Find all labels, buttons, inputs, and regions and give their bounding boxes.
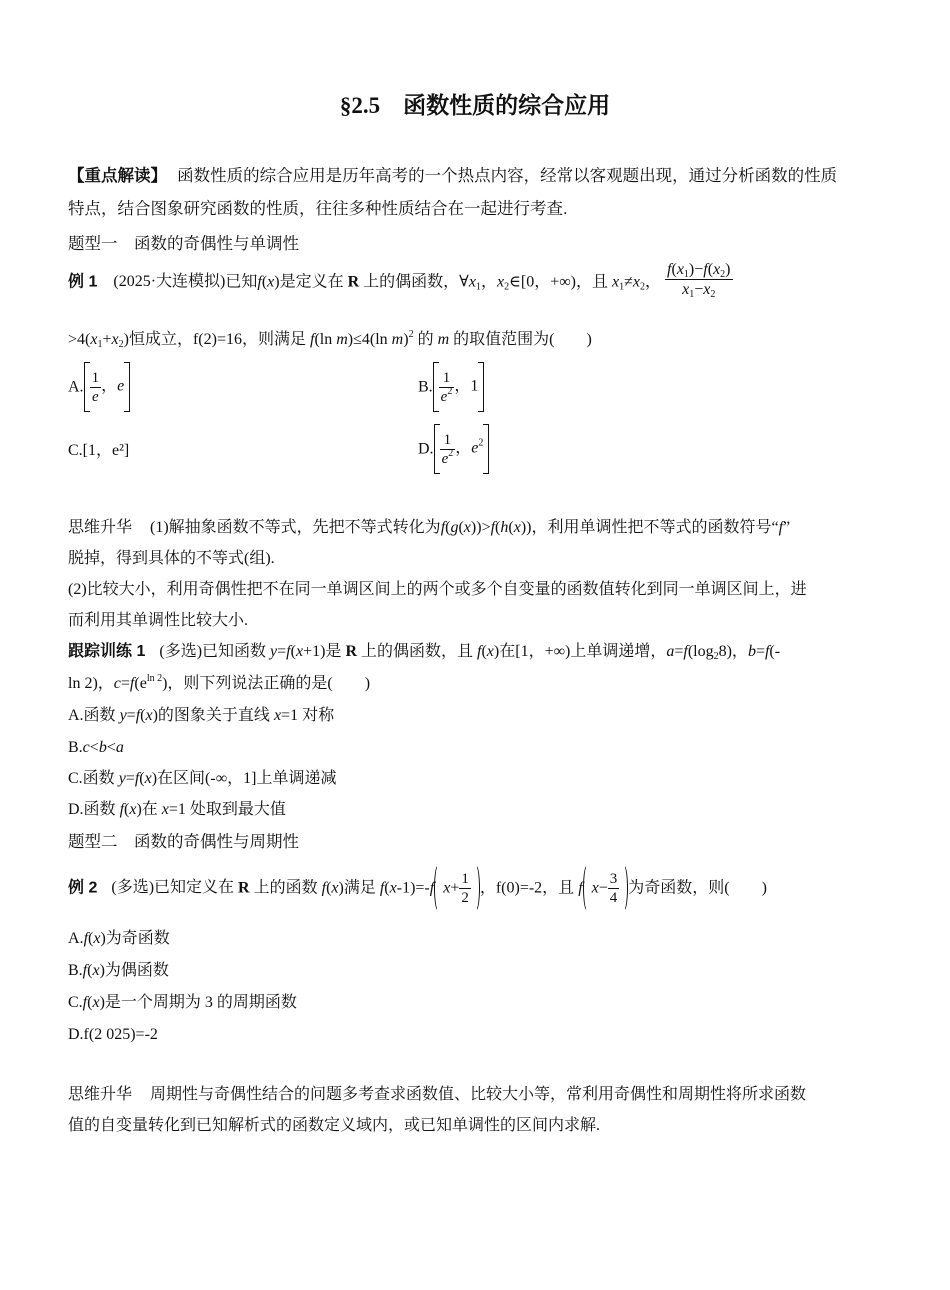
thinking2-line1: 思维升华 周期性与奇偶性结合的问题多考查求函数值、比较大小等，常利用奇偶性和周期性将所求函数 [68, 1086, 807, 1103]
thinking2-line2: 值的自变量转化到已知解析式的函数定义域内，或已知单调性的区间内求解. [68, 1117, 601, 1134]
practice1-line2: ln 2)，$c=f(e^{ln 2})$，则下列说法正确的是( ) [68, 673, 371, 692]
example2-option-a[interactable]: A.f(x)为奇函数 [68, 930, 170, 947]
practice1-option-c[interactable]: C.函数 y=f(x)在区间(-∞，1]上单调递减 [68, 770, 337, 787]
intro-line-2: 特点，结合图象研究函数的性质，往往多种性质结合在一起进行考查. [68, 200, 568, 218]
intro-label: 【重点解读】 [68, 167, 167, 185]
thinking1-line4: 而利用其单调性比较大小. [68, 612, 249, 629]
example1-option-c[interactable]: C.[1，e²] [68, 442, 130, 459]
thinking1-label: 思维升华 [68, 519, 133, 536]
example1-label: 例 1 [68, 273, 98, 291]
example2-option-d[interactable]: D.f(2 025)=-2 [68, 1026, 158, 1043]
intro-line-1 [68, 166, 837, 187]
section-heading-type2: 题型二 函数的奇偶性与周期性 [68, 833, 299, 851]
example1-line2: $>4(x_1+x_2)$恒成立，f(2)=16，则满足 f(ln m)≤4(ln m)$^2$ 的 m 的取值范围为( ) [68, 329, 592, 350]
example1-option-a[interactable]: A. $\frac{1}{e}$ ，e [68, 362, 130, 412]
thinking1-line1: 思维升华 (1)解抽象函数不等式，先把不等式转化为f(g(x))>f(h(x))，利用单调性把不等式的函数符号“f” [68, 519, 791, 536]
example2-label: 例 2 [68, 879, 98, 897]
example1-tail: 的取值范围为( ) [453, 331, 592, 348]
practice1-line1: 跟踪训练 1 (多选)已知函数 y=f(x+1)是 R 上的偶函数，且 f(x)在[1，+∞)上单调递增，$a=f(\log_28)$，b=f(- [68, 643, 781, 662]
example1-f2: f(2)=16 [192, 331, 242, 348]
practice1-option-d[interactable]: D.函数 f(x)在 x=1 处取到最大值 [68, 801, 286, 818]
example2-option-c[interactable]: C.f(x)是一个周期为 3 的周期函数 [68, 994, 297, 1011]
example1-ineq-tail: 恒成立， [128, 331, 193, 348]
thinking1-line2: 脱掉，得到具体的不等式(组). [68, 550, 275, 567]
example2-line1: 例 2 (多选)已知定义在 R 上的函数 f(x)满足 f(x-1)=-f x+ $\frac{1}{2}$ ，f(0)=-2，且 f x− $\frac{3}{4}$ 为奇函数，则( ) [68, 864, 767, 912]
example1-fraction: $\frac{f(x_1)-f(x_2)}{x_1-x_2}$ [667, 261, 731, 301]
practice1-option-a[interactable]: A.函数 y=f(x)的图象关于直线 x=1 对称 [68, 707, 335, 724]
example1-line1: 例 1 (2025·大连模拟)已知f(x)是定义在 R 上的偶函数，$\forall x_1$，$x_2\in[0$，+∞)，且 $x_1\ne x_2$， $\frac{f(x_1)-f(x_2)}{x_1-x_2}$ [68, 261, 731, 301]
practice1-label: 跟踪训练 1 [68, 643, 146, 660]
thinking1-line3: (2)比较大小，利用奇偶性把不在同一单调区间上的两个或多个自变量的函数值转化到同一单调区间上，进 [68, 581, 807, 598]
practice1-option-b[interactable]: B.c<b<a [68, 739, 124, 756]
example1-option-b[interactable]: B. $\frac{1}{e^2}$ ，1 [418, 362, 484, 412]
page-title: §2.5 函数性质的综合应用 [339, 93, 611, 118]
thinking2-label: 思维升华 [68, 1086, 133, 1103]
example2-option-b[interactable]: B.f(x)为偶函数 [68, 962, 169, 979]
intro-text-1: 函数性质的综合应用是历年高考的一个热点内容，经常以客观题出现，通过分析函数的性质 [177, 167, 838, 185]
example1-option-d[interactable]: D. $\frac{1}{e^2}$ ，$e^2$ [418, 424, 489, 474]
example1-cond: 已知 [225, 273, 258, 291]
section-heading-type1: 题型一 函数的奇偶性与单调性 [68, 235, 299, 253]
example1-source: (2025·大连模拟) [113, 273, 226, 291]
